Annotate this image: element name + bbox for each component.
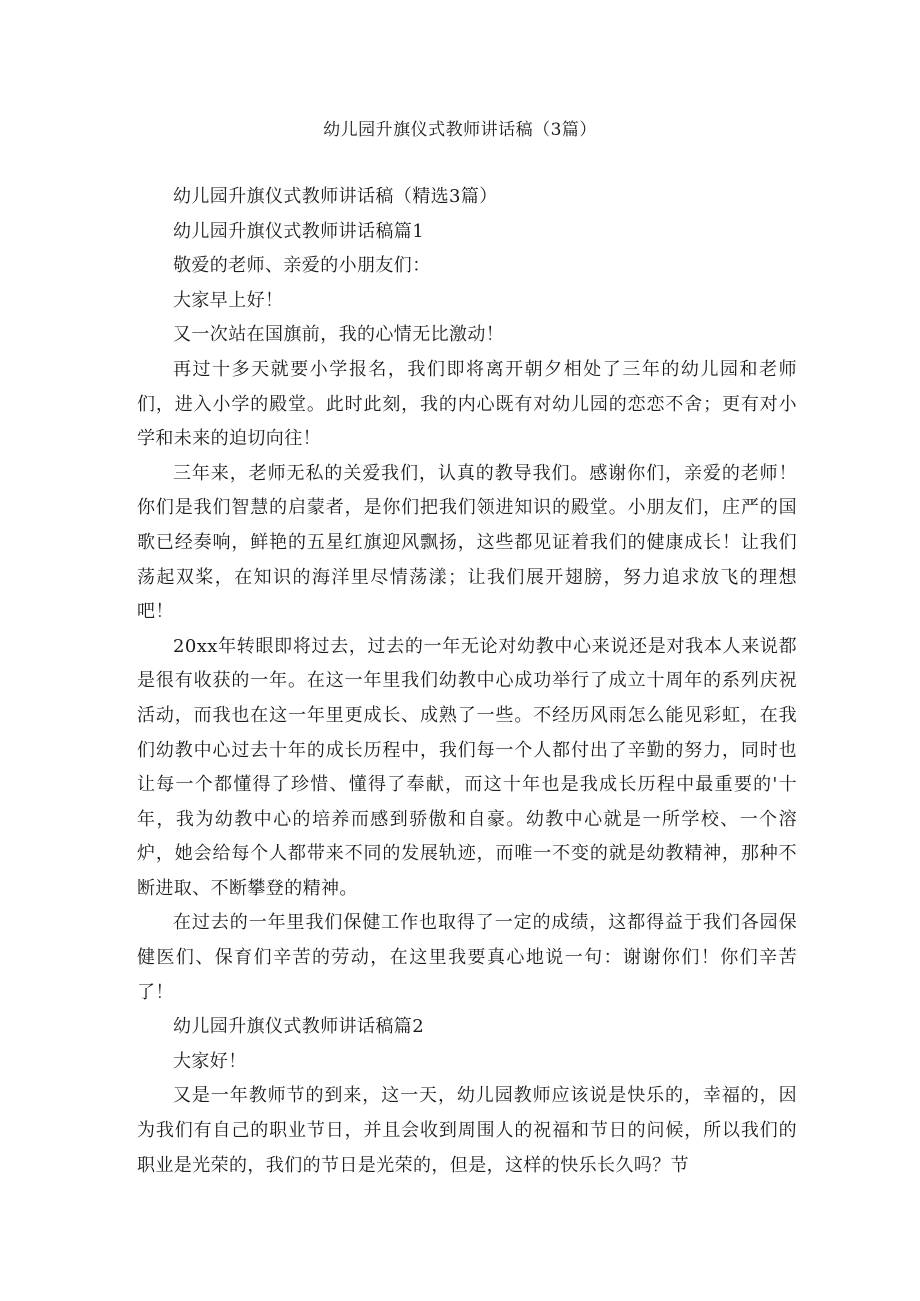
salutation-paragraph: 敬爱的老师、亲爱的小朋友们： — [173, 255, 431, 277]
body-paragraph: 20xx年转眼即将过去，过去的一年无论对幼教中心来说还是对我本人来说都是很有收获的一年。在这一年里我们幼教中心成功举行了成立十周年的系列庆祝活动，而我也在这一年里更成长、成熟了一些。不经历风雨怎么能见彩虹，在我们幼教中心过去十年的成长历程中，我们每一个人都付出了辛勤的努力，同时也让每一个都懂得了珍惜、懂得了奉献，而这十年也是我成长历程中最重要的'十年，我为幼教中心的培养而感到骄傲和自豪。幼教中心就是一所学校、一个溶炉，她会给每个人都带来不同的发展轨迹，而唯一不变的就是幼教精神，那种不断进取、不断攀登的精神。 — [137, 635, 797, 899]
document-title: 幼儿园升旗仪式教师讲话稿（3篇） — [323, 120, 597, 140]
body-paragraph: 三年来，老师无私的关爱我们，认真的教导我们。感谢你们，亲爱的老师！你们是我们智慧的启蒙者，是你们把我们领进知识的殿堂。小朋友们，庄严的国歌已经奏响，鲜艳的五星红旗迎风飘扬，这些都见证着我们的健康成长！让我们荡起双桨，在知识的海洋里尽情荡漾；让我们展开翅膀，努力追求放飞的理想吧！ — [137, 462, 797, 623]
section-heading-2: 幼儿园升旗仪式教师讲话稿篇2 — [173, 1016, 425, 1038]
body-paragraph: 再过十多天就要小学报名，我们即将离开朝夕相处了三年的幼儿园和老师们，进入小学的殿堂。此时此刻，我的内心既有对幼儿园的恋恋不舍；更有对小学和未来的迫切向往！ — [137, 358, 797, 450]
section-heading-1: 幼儿园升旗仪式教师讲话稿篇1 — [173, 220, 425, 242]
body-paragraph: 在过去的一年里我们保健工作也取得了一定的成绩，这都得益于我们各园保健医们、保育们辛苦的劳动，在这里我要真心地说一句：谢谢你们！你们辛苦了！ — [137, 912, 797, 1003]
greeting-paragraph: 大家早上好！ — [173, 289, 284, 311]
greeting-paragraph: 大家好！ — [173, 1050, 247, 1072]
body-paragraph: 又是一年教师节的到来，这一天，幼儿园教师应该说是快乐的，幸福的，因为我们有自己的职业节日，并且会收到周围人的祝福和节日的问候，所以我们的职业是光荣的，我们的节日是光荣的，但是，这样的快乐长久吗？节 — [137, 1085, 797, 1176]
document-body — [137, 180, 797, 1183]
subtitle-paragraph: 幼儿园升旗仪式教师讲话稿（精选3篇） — [173, 186, 498, 207]
body-paragraph: 又一次站在国旗前，我的心情无比激动！ — [173, 324, 505, 346]
